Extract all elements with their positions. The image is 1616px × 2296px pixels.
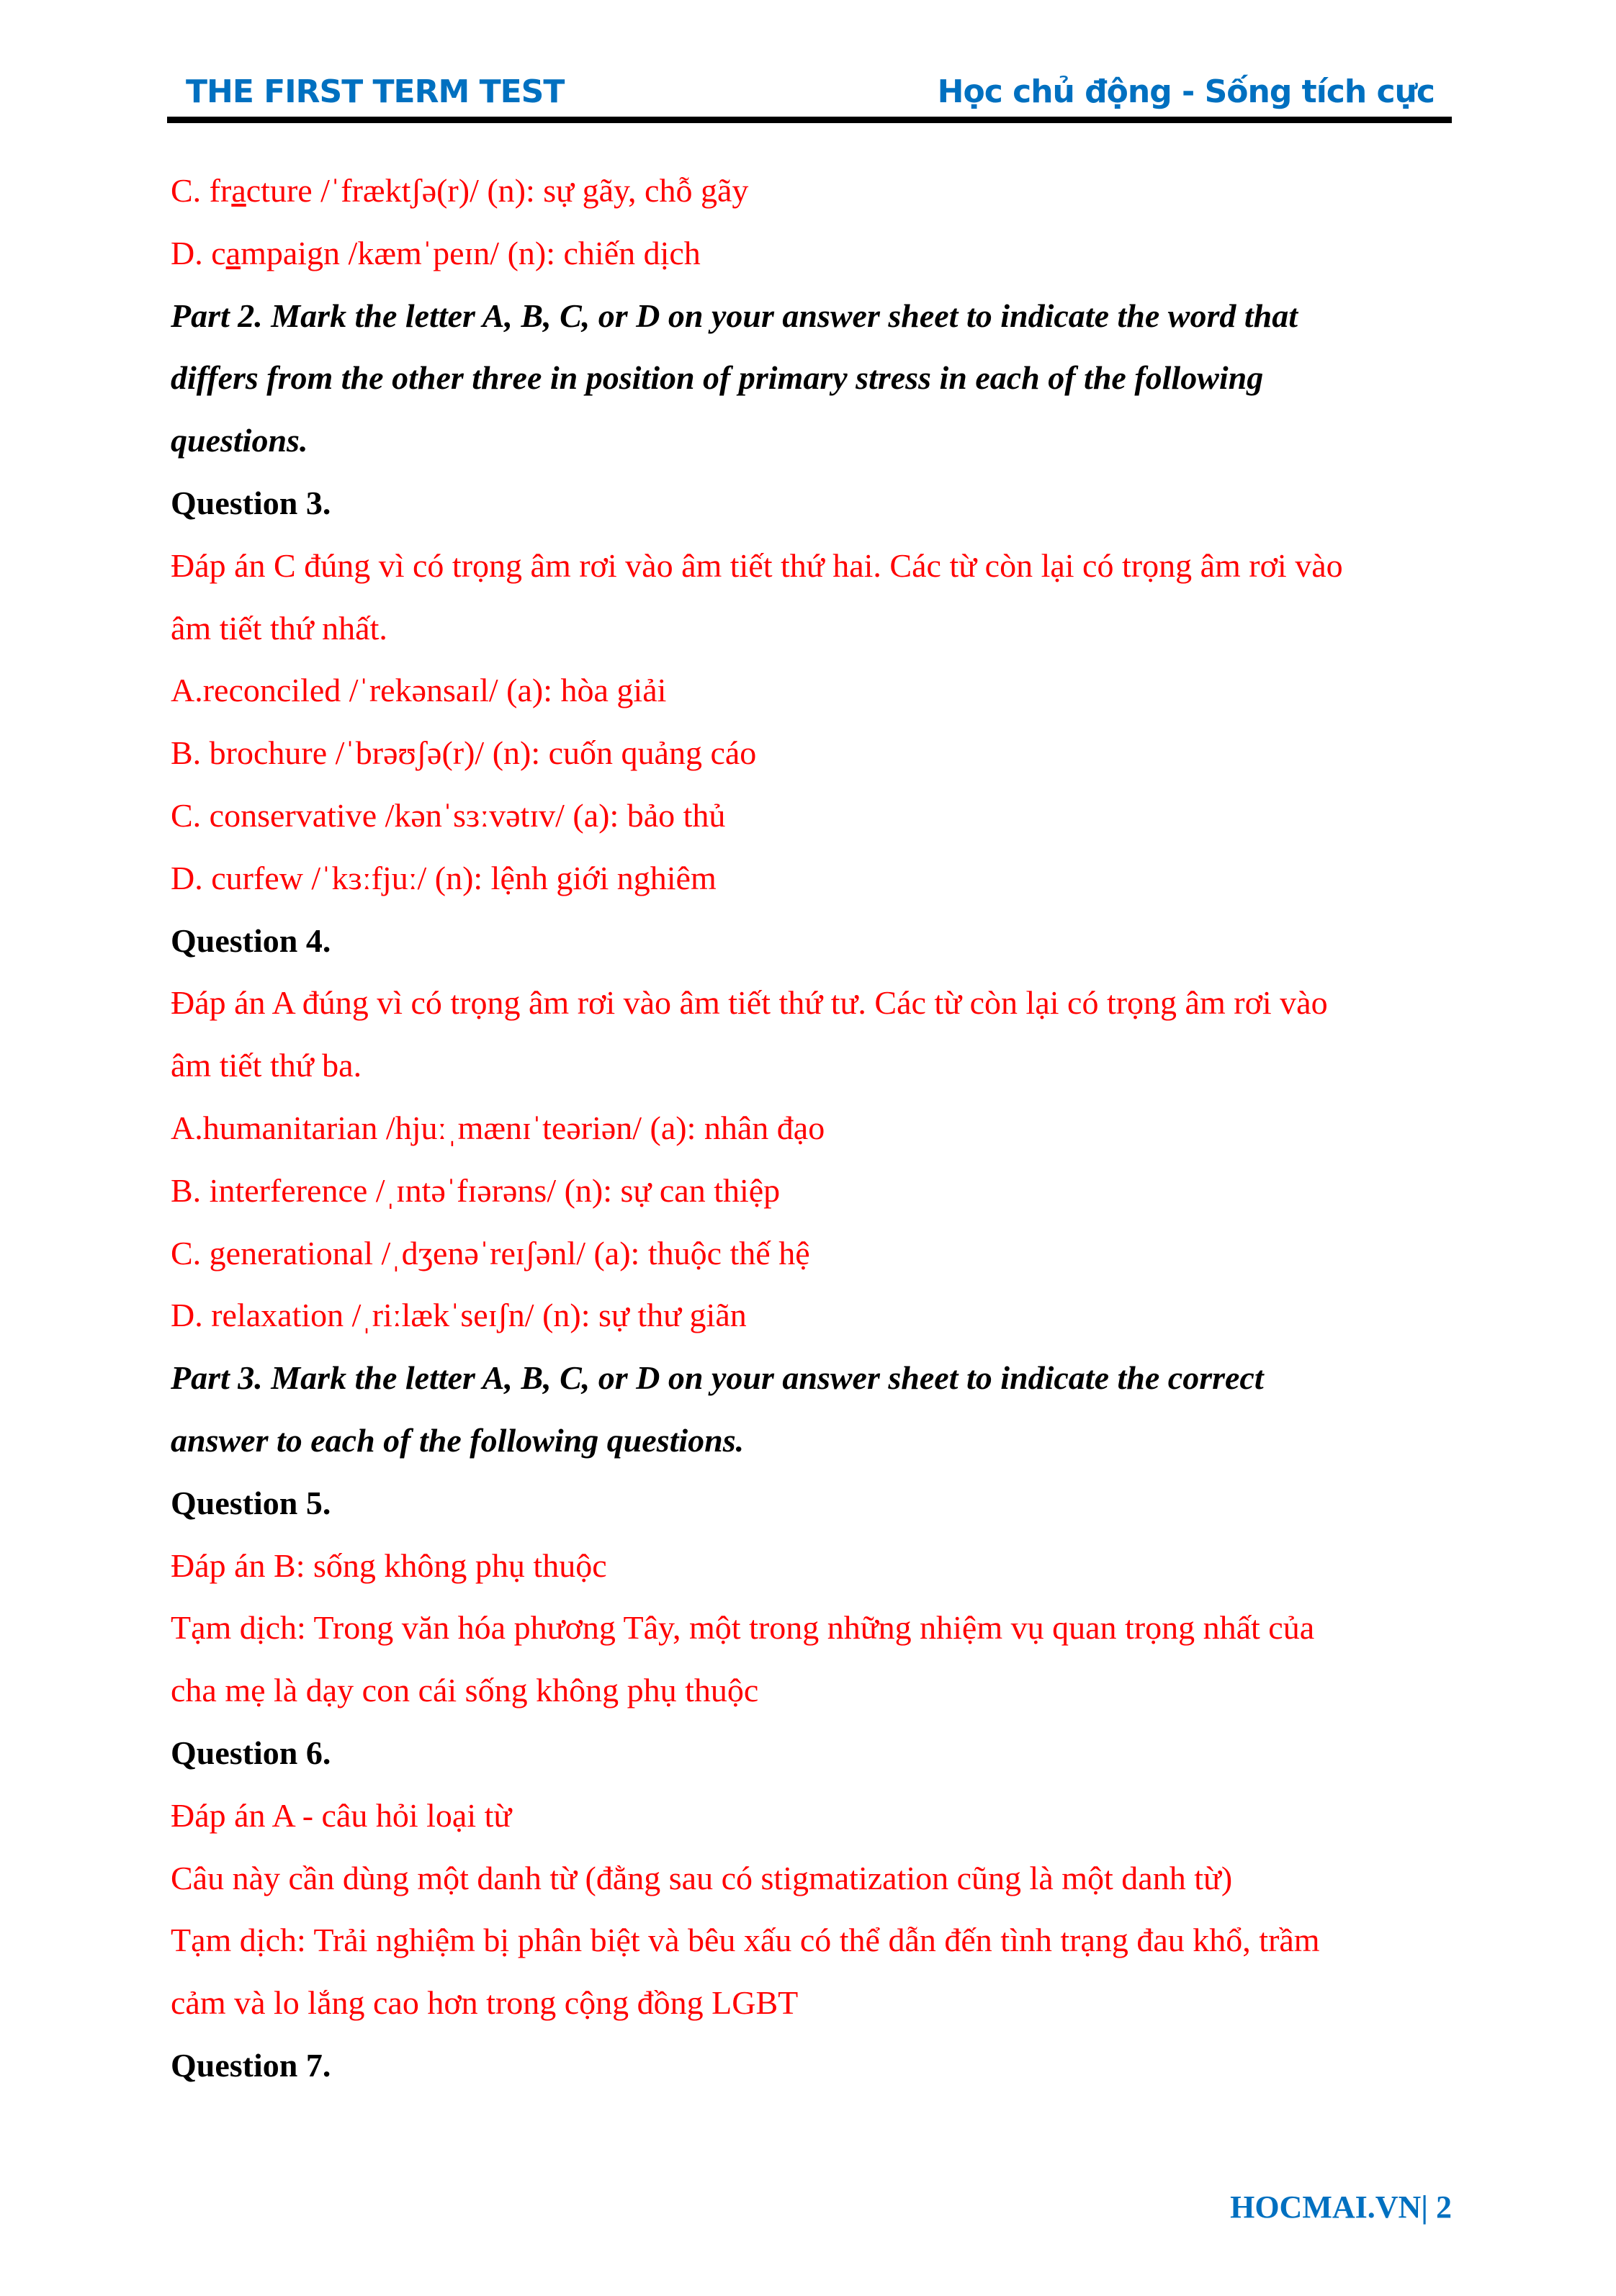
answer-line <box>171 160 1467 222</box>
part-instruction: answer to each of the following questions. <box>171 1421 745 1459</box>
part-instruction: Part 2. Mark the letter A, B, C, or D on your answer sheet to indicate the word that <box>171 297 1298 334</box>
part-instruction: Part 3. Mark the letter A, B, C, or D on your answer sheet to indicate the correct <box>171 1359 1264 1397</box>
answer-line: Tạm dịch: Trải nghiệm bị phân biệt và bêu xấu có thể dẫn đến tình trạng đau khổ, trầm <box>171 1922 1320 1959</box>
answer-line: Câu này cần dùng một danh từ (đằng sau có stigmatization cũng là một danh từ) <box>171 1859 1233 1896</box>
answer-line: Đáp án C đúng vì có trọng âm rơi vào âm tiết thứ hai. Các từ còn lại có trọng âm rơi vào <box>171 546 1343 584</box>
text-segment: D. c <box>171 234 226 271</box>
underlined-letter: a <box>231 172 246 209</box>
answer-line: Tạm dịch: Trong văn hóa phương Tây, một trong những nhiệm vụ quan trọng nhất của <box>171 1609 1315 1647</box>
question-heading: Question 3. <box>171 484 331 521</box>
answer-line: B. interference /ˌɪntəˈfɪərəns/ (n): sự can thiệp <box>171 1171 781 1209</box>
answer-line: Đáp án B: sống không phụ thuộc <box>171 1547 607 1584</box>
part-instruction: questions. <box>171 422 308 459</box>
part-instruction: differs from the other three in position of primary stress in each of the following <box>171 359 1264 397</box>
header-title: THE FIRST TERM TEST <box>186 73 565 110</box>
question-heading: Question 5. <box>171 1484 331 1521</box>
underlined-letter: a <box>225 234 241 271</box>
answer-line: cha mẹ là dạy con cái sống không phụ thuộc <box>171 1672 759 1709</box>
text-segment: mpaign /kæmˈpeɪn/ (n): chiến dịch <box>241 234 701 271</box>
answer-line: cảm và lo lắng cao hơn trong cộng đồng LGBT <box>171 1984 799 2022</box>
answer-line: D. relaxation /ˌriːlækˈseɪʃn/ (n): sự thư giãn <box>171 1297 747 1334</box>
question-heading: Question 7. <box>171 2046 331 2084</box>
text-segment: cture /ˈfræktʃə(r)/ (n): sự gãy, chỗ gãy <box>246 172 749 209</box>
page-footer: HOCMAI.VN| 2 <box>1230 2189 1452 2225</box>
answer-line: âm tiết thứ nhất. <box>171 609 387 647</box>
question-heading: Question 6. <box>171 1734 331 1771</box>
answer-line: C. generational /ˌdʒenəˈreɪʃənl/ (a): thuộc thế hệ <box>171 1234 810 1271</box>
document-body <box>171 160 1467 2097</box>
answer-line: A.reconciled /ˈrekənsaɪl/ (a): hòa giải <box>171 672 667 709</box>
answer-line: D. curfew /ˈkɜːfjuː/ (n): lệnh giới nghiêm <box>171 859 717 896</box>
answer-line <box>171 222 1467 285</box>
answer-line: âm tiết thứ ba. <box>171 1047 362 1084</box>
answer-line: Đáp án A - câu hỏi loại từ <box>171 1796 512 1834</box>
header-divider <box>167 117 1452 123</box>
answer-line: Đáp án A đúng vì có trọng âm rơi vào âm tiết thứ tư. Các từ còn lại có trọng âm rơi vào <box>171 984 1328 1022</box>
answer-line: B. brochure /ˈbrəʊʃə(r)/ (n): cuốn quảng cáo <box>171 734 757 772</box>
answer-line: C. conservative /kənˈsɜːvətɪv/ (a): bảo thủ <box>171 796 726 834</box>
answer-line: A.humanitarian /hjuːˌmænɪˈteəriən/ (a): nhân đạo <box>171 1109 825 1146</box>
text-segment: C. fr <box>171 172 232 209</box>
header-slogan: Học chủ động - Sống tích cực <box>937 73 1435 110</box>
question-heading: Question 4. <box>171 922 331 959</box>
